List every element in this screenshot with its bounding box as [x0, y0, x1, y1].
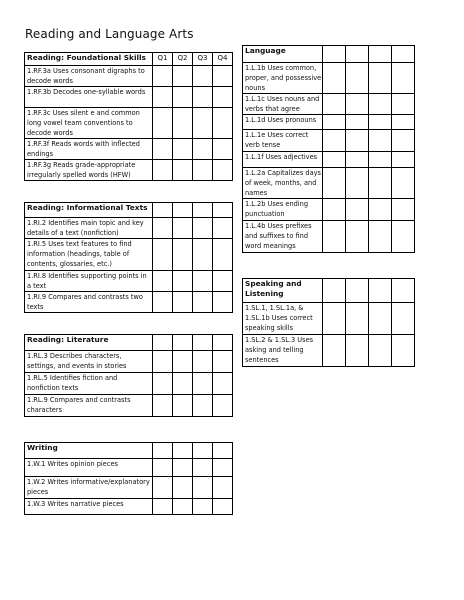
grade-cell[interactable] [346, 46, 369, 63]
table-row [243, 335, 415, 367]
grade-cell[interactable] [369, 63, 392, 94]
table-row [25, 87, 233, 108]
grade-cell[interactable] [392, 279, 415, 303]
grade-cell[interactable] [323, 303, 346, 335]
table-row [25, 271, 233, 292]
grade-cell[interactable] [193, 203, 213, 218]
foundational-skills-table [24, 52, 233, 181]
grade-cell[interactable] [173, 108, 193, 139]
grade-cell[interactable] [173, 292, 193, 313]
grade-cell[interactable] [213, 443, 233, 459]
standard-label: 1.L.2b Uses ending punctuation [243, 199, 323, 221]
table-row [25, 66, 233, 87]
table-header-row [25, 53, 233, 66]
grade-cell[interactable] [346, 199, 369, 221]
grade-cell[interactable] [323, 63, 346, 94]
grade-cell[interactable] [213, 271, 233, 292]
grade-cell[interactable] [213, 395, 233, 417]
grade-cell[interactable] [193, 66, 213, 87]
grade-cell[interactable] [173, 443, 193, 459]
table-header-row [243, 279, 415, 303]
grade-cell[interactable] [213, 477, 233, 499]
quarter-header-q2: Q2 [173, 53, 193, 66]
grade-cell[interactable] [346, 303, 369, 335]
grade-cell[interactable] [173, 66, 193, 87]
standard-label: 1.RL.3 Describes characters, settings, and events in stories [25, 351, 153, 373]
writing-table [24, 442, 233, 515]
grade-cell[interactable] [213, 160, 233, 181]
standard-label: 1.RI.9 Compares and contrasts two texts [25, 292, 153, 313]
grade-cell[interactable] [193, 139, 213, 160]
table-row [25, 160, 233, 181]
grade-cell[interactable] [173, 477, 193, 499]
grade-cell[interactable] [193, 271, 213, 292]
grade-cell[interactable] [173, 203, 193, 218]
grade-cell[interactable] [173, 139, 193, 160]
grade-cell[interactable] [193, 351, 213, 373]
grade-cell[interactable] [153, 443, 173, 459]
grade-cell[interactable] [173, 335, 193, 351]
grade-cell[interactable] [193, 160, 213, 181]
grade-cell[interactable] [153, 335, 173, 351]
standard-label: 1.RI.5 Uses text features to find information (headings, table of contents, glossaries, etc.) [25, 239, 153, 271]
table-row [25, 351, 233, 373]
grade-cell[interactable] [323, 152, 346, 168]
grade-cell[interactable] [369, 303, 392, 335]
standard-label: 1.W.3 Writes narrative pieces [25, 499, 153, 515]
quarter-header-q1: Q1 [153, 53, 173, 66]
table-row [25, 218, 233, 239]
grade-cell[interactable] [346, 279, 369, 303]
table-header-row [25, 335, 233, 351]
table-row [243, 152, 415, 168]
grade-cell[interactable] [392, 94, 415, 115]
grade-cell[interactable] [173, 499, 193, 515]
grade-cell[interactable] [392, 335, 415, 367]
grade-cell[interactable] [153, 66, 173, 87]
grade-cell[interactable] [153, 351, 173, 373]
quarter-header-q3: Q3 [193, 53, 213, 66]
grade-cell[interactable] [346, 168, 369, 199]
table-row [243, 199, 415, 221]
literature-table [24, 334, 233, 417]
grade-cell[interactable] [392, 152, 415, 168]
grade-cell[interactable] [346, 335, 369, 367]
grade-cell[interactable] [392, 168, 415, 199]
grade-cell[interactable] [153, 203, 173, 218]
grade-cell[interactable] [346, 115, 369, 130]
table-row [25, 292, 233, 313]
table-header-row [243, 46, 415, 63]
section-title: Reading: Informational Texts [25, 203, 153, 218]
grade-cell[interactable] [173, 218, 193, 239]
grade-cell[interactable] [213, 139, 233, 160]
grade-cell[interactable] [346, 130, 369, 152]
grade-cell[interactable] [213, 218, 233, 239]
grade-cell[interactable] [153, 459, 173, 477]
language-table [242, 45, 415, 253]
grade-cell[interactable] [153, 239, 173, 271]
standard-label: 1.RF.3g Reads grade-appropriate irregularly spelled words (HFW) [25, 160, 153, 181]
grade-cell[interactable] [369, 168, 392, 199]
informational-texts-table [24, 202, 233, 313]
grade-cell[interactable] [323, 130, 346, 152]
grade-cell[interactable] [153, 499, 173, 515]
standard-label: 1.W.2 Writes informative/explanatory pieces [25, 477, 153, 499]
grade-cell[interactable] [213, 499, 233, 515]
table-row [25, 239, 233, 271]
grade-cell[interactable] [392, 199, 415, 221]
section-title: Language [243, 46, 323, 63]
grade-cell[interactable] [173, 459, 193, 477]
standard-label: 1.RF.3b Decodes one-syllable words [25, 87, 153, 108]
table-row [243, 94, 415, 115]
grade-cell[interactable] [193, 108, 213, 139]
standard-label: 1.L.2a Capitalizes days of week, months, and names [243, 168, 323, 199]
grade-cell[interactable] [346, 63, 369, 94]
grade-cell[interactable] [392, 303, 415, 335]
grade-cell[interactable] [153, 160, 173, 181]
standard-label: 1.L.1d Uses pronouns [243, 115, 323, 130]
grade-cell[interactable] [193, 87, 213, 108]
grade-cell[interactable] [392, 115, 415, 130]
grade-cell[interactable] [153, 477, 173, 499]
grade-cell[interactable] [369, 46, 392, 63]
grade-cell[interactable] [369, 221, 392, 253]
section-title: Writing [25, 443, 153, 459]
grade-cell[interactable] [173, 351, 193, 373]
page-title: Reading and Language Arts [25, 27, 194, 41]
grade-cell[interactable] [173, 271, 193, 292]
section-title: Speaking and Listening [243, 279, 323, 303]
table-row [25, 477, 233, 499]
table-row [243, 115, 415, 130]
grade-cell[interactable] [193, 292, 213, 313]
table-header-row [25, 203, 233, 218]
grade-cell[interactable] [153, 139, 173, 160]
grade-cell[interactable] [392, 63, 415, 94]
standard-label: 1.RI.2 Identifies main topic and key details of a text (nonfiction) [25, 218, 153, 239]
grade-cell[interactable] [323, 335, 346, 367]
grade-cell[interactable] [213, 66, 233, 87]
standard-label: 1.RL.9 Compares and contrasts characters [25, 395, 153, 417]
table-row [25, 108, 233, 139]
table-row [243, 303, 415, 335]
standard-label: 1.RF.3c Uses silent e and common long vowel team conventions to decode words [25, 108, 153, 139]
grade-cell[interactable] [153, 271, 173, 292]
grade-cell[interactable] [173, 373, 193, 395]
grade-cell[interactable] [173, 160, 193, 181]
grade-cell[interactable] [213, 87, 233, 108]
quarter-header-q4: Q4 [213, 53, 233, 66]
grade-cell[interactable] [193, 459, 213, 477]
grade-cell[interactable] [323, 46, 346, 63]
table-header-row [25, 443, 233, 459]
grade-cell[interactable] [346, 94, 369, 115]
grade-cell[interactable] [213, 203, 233, 218]
grade-cell[interactable] [153, 395, 173, 417]
table-row [243, 63, 415, 94]
grade-cell[interactable] [193, 499, 213, 515]
standard-label: 1.RF.3a Uses consonant digraphs to decode words [25, 66, 153, 87]
grade-cell[interactable] [193, 395, 213, 417]
standard-label: 1.RL.5 Identifies fiction and nonfiction texts [25, 373, 153, 395]
grade-cell[interactable] [323, 279, 346, 303]
grade-cell[interactable] [213, 351, 233, 373]
grade-cell[interactable] [323, 199, 346, 221]
grade-cell[interactable] [153, 87, 173, 108]
grade-cell[interactable] [173, 395, 193, 417]
grade-cell[interactable] [392, 46, 415, 63]
grade-cell[interactable] [346, 221, 369, 253]
standard-label: 1.W.1 Writes opinion pieces [25, 459, 153, 477]
grade-cell[interactable] [153, 108, 173, 139]
section-title: Reading: Foundational Skills [25, 53, 153, 66]
standard-label: 1.RF.3f Reads words with inflected endings [25, 139, 153, 160]
grade-cell[interactable] [173, 87, 193, 108]
grade-cell[interactable] [369, 130, 392, 152]
grade-cell[interactable] [392, 130, 415, 152]
table-row [25, 373, 233, 395]
grade-cell[interactable] [392, 221, 415, 253]
grade-cell[interactable] [369, 115, 392, 130]
standard-label: 1.SL.1, 1.SL.1a, & 1.SL.1b Uses correct speaking skills [243, 303, 323, 335]
speaking-listening-table [242, 278, 415, 367]
grade-cell[interactable] [369, 335, 392, 367]
standard-label: 1.L.1e Uses correct verb tense [243, 130, 323, 152]
grade-cell[interactable] [173, 239, 193, 271]
grade-cell[interactable] [213, 459, 233, 477]
grade-cell[interactable] [346, 152, 369, 168]
grade-cell[interactable] [193, 335, 213, 351]
grade-cell[interactable] [213, 108, 233, 139]
standard-label: 1.L.4b Uses prefixes and suffixes to find word meanings [243, 221, 323, 253]
table-row [25, 395, 233, 417]
grade-cell[interactable] [193, 239, 213, 271]
table-row [25, 499, 233, 515]
grade-cell[interactable] [213, 292, 233, 313]
grade-cell[interactable] [193, 443, 213, 459]
table-row [243, 221, 415, 253]
grade-cell[interactable] [153, 292, 173, 313]
table-row [243, 130, 415, 152]
table-row [243, 168, 415, 199]
grade-cell[interactable] [213, 239, 233, 271]
standard-label: 1.SL.2 & 1.SL.3 Uses asking and telling sentences [243, 335, 323, 367]
table-row [25, 459, 233, 477]
standard-label: 1.L.1b Uses common, proper, and possessive nouns [243, 63, 323, 94]
grade-cell[interactable] [323, 168, 346, 199]
grade-cell[interactable] [213, 335, 233, 351]
grade-cell[interactable] [193, 373, 213, 395]
grade-cell[interactable] [193, 477, 213, 499]
grade-cell[interactable] [369, 152, 392, 168]
grade-cell[interactable] [369, 279, 392, 303]
section-title: Reading: Literature [25, 335, 153, 351]
grade-cell[interactable] [153, 218, 173, 239]
grade-cell[interactable] [213, 373, 233, 395]
standard-label: 1.RI.8 Identifies supporting points in a text [25, 271, 153, 292]
table-row [25, 139, 233, 160]
grade-cell[interactable] [369, 94, 392, 115]
grade-cell[interactable] [323, 115, 346, 130]
grade-cell[interactable] [369, 199, 392, 221]
grade-cell[interactable] [323, 221, 346, 253]
grade-cell[interactable] [153, 373, 173, 395]
grade-cell[interactable] [193, 218, 213, 239]
standard-label: 1.L.1f Uses adjectives [243, 152, 323, 168]
standard-label: 1.L.1c Uses nouns and verbs that agree [243, 94, 323, 115]
grade-cell[interactable] [323, 94, 346, 115]
